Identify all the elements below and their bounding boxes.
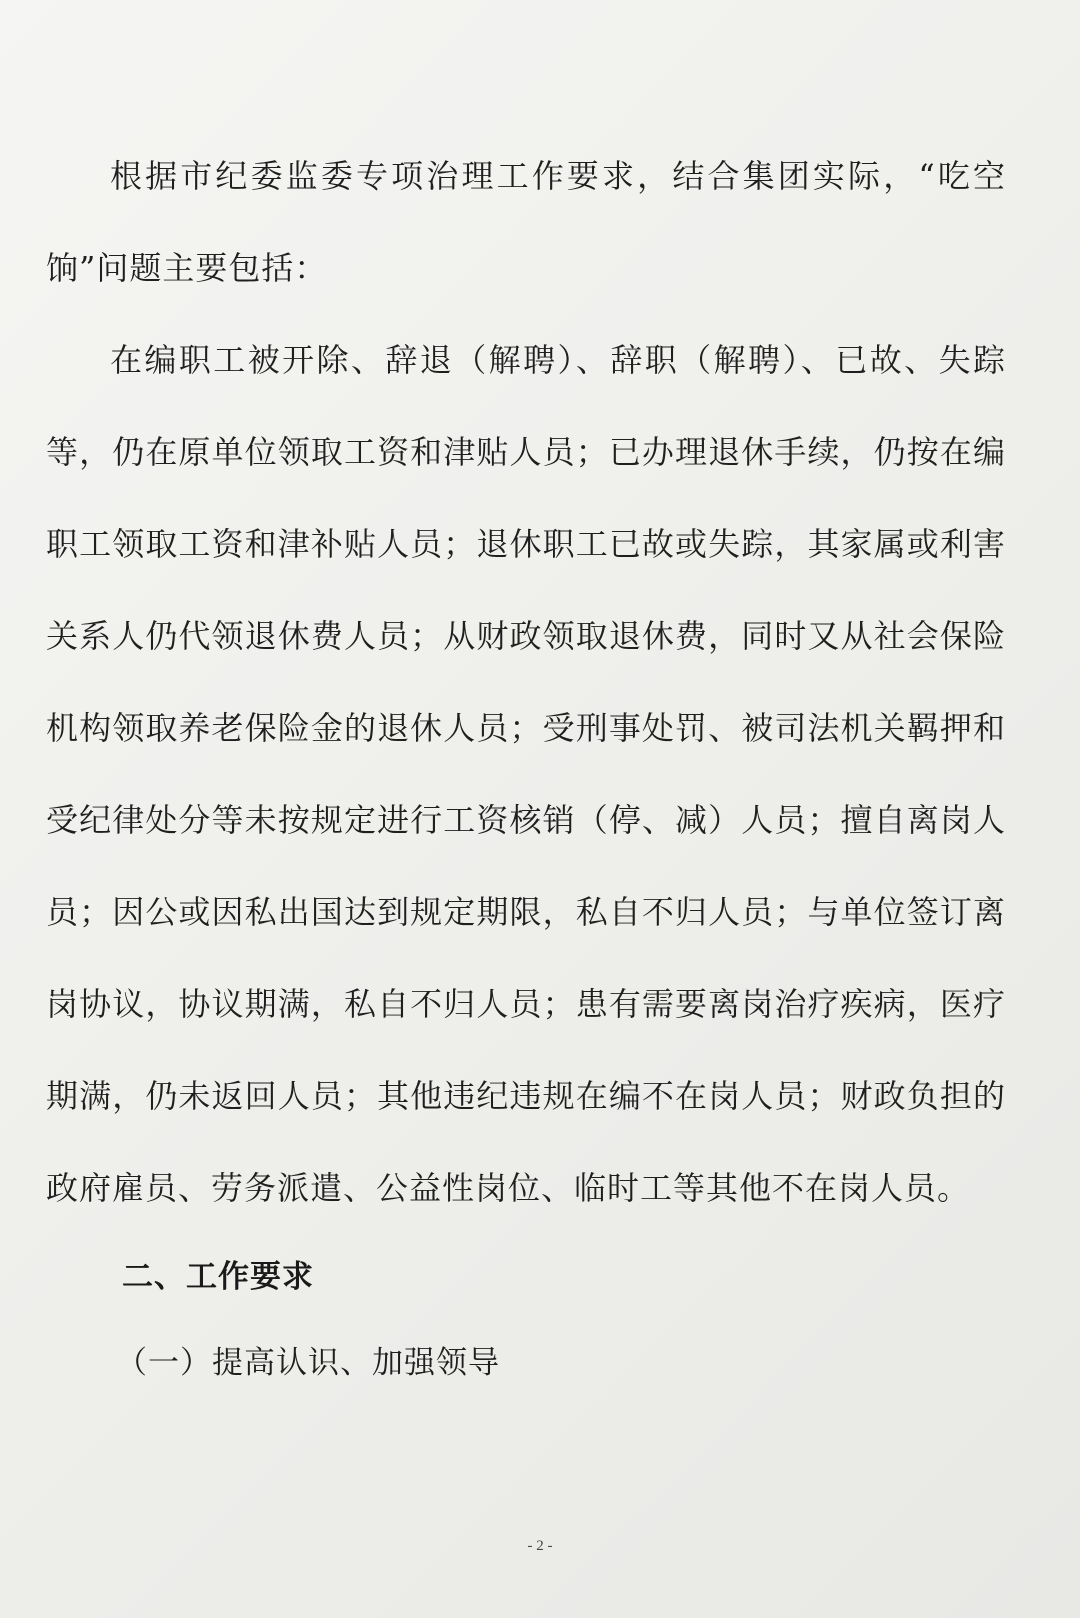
subsection-heading: （一）提高认识、加强领导 [116, 1345, 500, 1381]
list-paragraph: 在编职工被开除、辞退（解聘）、辞职（解聘）、已故、失踪等，仍在原单位领取工资和津贴人员；已办理退休手续，仍按在编职工领取工资和津补贴人员；退休职工已故或失踪，其家属或利害关系人仍代领退休费人员；从财政领取退休费，同时又从社会保险机构领取养老保险金的退休人员；受刑事处罚、被司法机关羁押和受纪律处分等未按规定进行工资核销（停、减）人员；擅自离岗人员；因公或因私出国达到规定期限，私自不归人员；与单位签订离岗协议，协议期满，私自不归人员；患有需要离岗治疗疾病，医疗期满，仍未返回人员；其他违纪违规在编不在岗人员；财政负担的政府雇员、劳务派遣、公益性岗位、临时工等其他不在岗人员。 [46, 341, 1006, 1207]
document-body [46, 130, 1006, 1406]
section-heading: 二、工作要求 [122, 1259, 314, 1295]
intro-paragraph: 根据市纪委监委专项治理工作要求，结合集团实际，“吃空饷”问题主要包括： [46, 157, 1006, 287]
page-number: - 2 - [527, 1538, 553, 1554]
